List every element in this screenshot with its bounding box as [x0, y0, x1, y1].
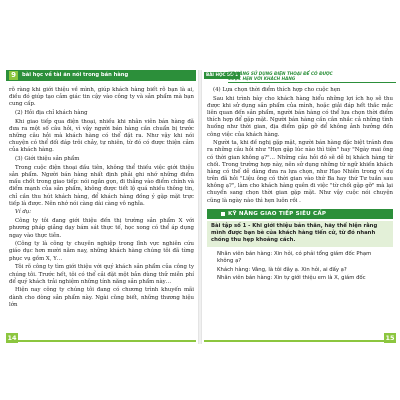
page-number: 15: [385, 334, 395, 342]
right-page: [204, 70, 396, 344]
page-number: 14: [7, 334, 17, 342]
paragraph: (Công ty là công ty chuyên nghiệp trong lĩnh vực nghiên cứu giáo dục hơn mười năm nay, những khách hàng chúng tôi đã từng phục vụ gồm X, Y…: [9, 241, 194, 262]
dialog-line: Nhân viên bán hàng: Xin tự giới thiệu em là X, giám đốc: [217, 274, 366, 281]
left-page: [6, 70, 196, 344]
square-bullet-icon: [221, 212, 225, 216]
right-page-footer: [204, 332, 396, 344]
dialog: [207, 249, 393, 282]
dialog-line: Khách hàng: Vâng, là tôi đây ạ. Xin hỏi, ai đấy ạ?: [217, 266, 347, 273]
exercise-box: [207, 221, 393, 248]
right-page-body: [207, 87, 393, 283]
exercise-text: Bài tập số 1 - Khi giới thiệu bản thân, hãy thể hiện rằng mình được bạn bè của khách hàng tiến cử, từ đó nhanh chóng thu hẹp khoảng cách.: [211, 222, 378, 243]
paragraph: Trong cuộc điện thoại đầu tiên, không thể thiếu việc giới thiệu sản phẩm. Người bán hàng nhất định phải ghi nhớ những điểm mấu chốt trong giao tiếp: nói ngắn gọn, đi thẳng vào điểm chính và điểm mạnh của sản phẩm, không được tiết lộ quá nhiều thông tin, chỉ cần thu hút khách hàng, để khách hàng đồng ý gặp mặt trực tiếp là được. Nên nhớ nói càng dài càng vô nghĩa.: [9, 164, 194, 207]
paragraph: Hiện nay công ty chúng tôi đang có chương trình khuyến mãi dành cho dòng sản phẩm này. Ngài cũng biết, những thương hiệu lớn: [9, 287, 194, 308]
left-page-footer: [6, 332, 196, 344]
book-gutter: [198, 70, 202, 344]
paragraph: Sau khi trình bày cho khách hàng hiểu những lợi ích họ sẽ thu được khi sử dụng sản phẩm của mình, hoặc giải đáp hết thắc mắc liên quan đến sản phẩm, người bán hàng có thể lựa chọn thời điểm thích hợp để gặp mặt. Người bán hàng cần cân nhắc cả những tình huống như thời gian, địa điểm gặp gỡ để không ảnh hưởng đến công việc của khách hàng.: [207, 95, 393, 138]
paragraph: Công ty tôi đang giới thiệu đến thị trường sản phẩm X với phương pháp giảng dạy bám sát thực tế, học xong có thể áp dụng ngay vào thực tiễn.: [9, 218, 194, 239]
dialog-line: Nhân viên bán hàng: Xin hỏi, có phải tổng giám đốc Phạm không ạ?: [217, 251, 372, 265]
paragraph: rõ ràng khi giới thiệu về mình, giúp khách hàng biết rõ bạn là ai, điều đó giúp tạo cảm giác tin cậy vào công ty và sản phẩm mà bạn cung cấp.: [9, 87, 194, 108]
footer-bar: [16, 340, 196, 342]
header-title: bài học về tài ăn nói trong bán hàng: [22, 72, 129, 78]
book-spread: [6, 70, 396, 344]
header-tag: BÀI HỌC SỐ 1: [206, 72, 238, 77]
left-page-body: [9, 87, 194, 310]
paragraph: Tôi rõ công ty tìm giới thiệu với quý khách sản phẩm của công ty chúng tôi. Trước hết, tôi có thể cải đặt một bản dùng thử miễn phí để quý khách trải nghiệm những tính năng sản phẩm này…: [9, 264, 194, 285]
skill-section-banner: [207, 209, 393, 219]
header-rule: [228, 82, 396, 83]
skill-section-title: KỸ NĂNG GIAO TIẾP SIÊU CẤP: [228, 210, 327, 217]
paragraph: Người ta, khi đề nghị gặp mặt, người bán hàng đặc biệt tránh đưa ra những câu hỏi như "Hẹn gặp lúc nào thì tiện" hay "Ngày mai ông có thời gian không ạ?"… Những câu hỏi đó sẽ dễ bị khách hàng từ chối. Trong trường hợp này, nên sử dụng những từ ngữ khiến khách hàng có thể dễ dàng đưa ra lựa chọn, như Hạo Nhiên trong ví dụ trên đã hỏi "Liệu ông có thời gian vào thứ Ba hay thứ Tư tuần sau không ạ?", làm cho khách hàng quên đi việc "từ chối gặp gỡ" mà lại chuyển sang chọn thời gian gặp mặt. Như vậy cuộc nói chuyện cũng là ngày nào thì hẹn luôn rồi .: [207, 140, 394, 204]
section-heading: (3) Giới thiệu sản phẩm: [15, 156, 80, 163]
header-title: [228, 72, 333, 82]
paragraph: Khi giao tiếp qua điện thoại, nhiều khi nhân viên bán hàng đã đưa ra một số câu hỏi, vì vậy người bán hàng cần chuẩn bị trước những câu hỏi mà khách hàng có thể đặt ra. Như vậy khi nói chuyện có thể đối đáp trôi chảy, tự nhiên, từ đó có được thiện cảm của khách hàng.: [9, 118, 194, 154]
footer-bar: [204, 340, 386, 342]
example-label: Ví dụ:: [15, 209, 32, 216]
right-page-header: [204, 70, 396, 83]
header-number: 9: [9, 71, 18, 80]
section-heading: (2) Hỏi địa chỉ khách hàng: [15, 110, 88, 117]
section-heading: (4) Lựa chọn thời điểm thích hợp cho cuộc hẹn: [213, 87, 341, 93]
header-title-line-2: CUỘC HẸN VỚI KHÁCH HÀNG: [228, 75, 296, 81]
header-title-line-1: KỸ NĂNG SỬ DỤNG ĐIỆN THOẠI ĐỂ CÓ ĐƯỢC: [228, 71, 333, 76]
left-page-header: [6, 70, 196, 81]
